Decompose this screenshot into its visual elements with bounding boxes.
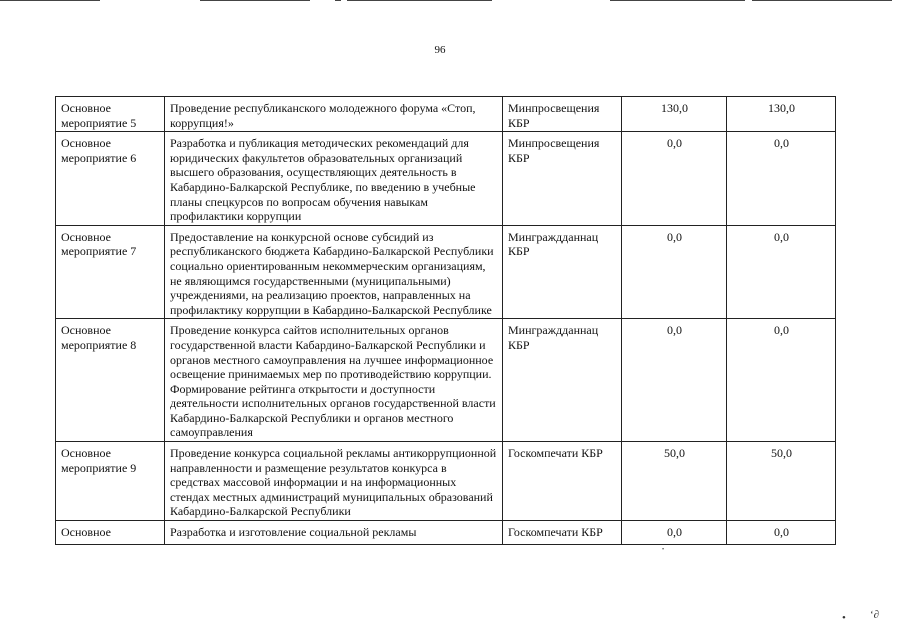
scan-line (347, 0, 492, 1)
measure-executor: Госкомпечати КБР (503, 521, 622, 545)
measure-label: Основное (56, 521, 165, 545)
measure-value-2: 0,0 (727, 319, 836, 442)
measure-executor: Минпросвещения КБР (503, 97, 622, 132)
measure-description: Проведение конкурса социальной рекламы антикоррупционной направленности и размещение результатов конкурса в средствах массовой информации и на информационных стендах местных администраций муниципальных образований Кабардино-Балкарской Республики (165, 442, 503, 521)
scan-mark: ʻ∂ (870, 609, 880, 621)
scan-line (335, 0, 341, 1)
measure-description: Предоставление на конкурсной основе субсидий из республиканского бюджета Кабардино-Балкарской Республики социально ориентированным некоммерческим организациям, не являющимся государственными (муниципальными) учреждениями, на реализацию проектов, направленных на профилактику коррупции в Кабардино-Балкарской Республике (165, 225, 503, 319)
measure-description: Разработка и изготовление социальной рекламы (165, 521, 503, 545)
scan-line (0, 0, 100, 1)
measure-value-2: 0,0 (727, 521, 836, 545)
measure-value-1: 0,0 (622, 225, 727, 319)
measure-description: Проведение конкурса сайтов исполнительных органов государственной власти Кабардино-Балкарской Республики и органов местного самоуправления на лучшее информационное освещение принимаемых мер по противодействию коррупции. Формирование рейтинга открытости и доступности деятельности исполнительных органов государственной власти Кабардино-Балкарской Республики и органов местного самоуправления (165, 319, 503, 442)
measure-value-2: 130,0 (727, 97, 836, 132)
measure-description: Разработка и публикация методических рекомендаций для юридических факультетов образовательных организаций высшего образования, осуществляющих деятельность в Кабардино-Балкарской Республике, по введению в учебные планы спецкурсов по вопросам обучения навыкам профилактики коррупции (165, 132, 503, 226)
measure-executor: Минграждданнац КБР (503, 225, 622, 319)
measure-value-2: 50,0 (727, 442, 836, 521)
measure-label: Основное мероприятие 7 (56, 225, 165, 319)
scan-line (610, 0, 745, 1)
measure-description: Проведение республиканского молодежного форума «Стоп, коррупция!» (165, 97, 503, 132)
table-row (56, 225, 836, 319)
scan-line (200, 0, 310, 1)
measure-value-2: 0,0 (727, 225, 836, 319)
table-row (56, 442, 836, 521)
table-row (56, 97, 836, 132)
measure-value-1: 50,0 (622, 442, 727, 521)
measure-value-2: 0,0 (727, 132, 836, 226)
measure-executor: Минграждданнац КБР (503, 319, 622, 442)
table-row (56, 521, 836, 545)
measure-executor: Госкомпечати КБР (503, 442, 622, 521)
measure-label: Основное мероприятие 9 (56, 442, 165, 521)
scan-line (752, 0, 892, 1)
measure-label: Основное мероприятие 5 (56, 97, 165, 132)
measure-value-1: 0,0 (622, 521, 727, 545)
measure-value-1: 0,0 (622, 132, 727, 226)
measure-label: Основное мероприятие 8 (56, 319, 165, 442)
page-number: 96 (434, 44, 446, 56)
table-row (56, 319, 836, 442)
measure-value-1: 130,0 (622, 97, 727, 132)
measures-table (55, 96, 836, 545)
scan-speck: • (662, 547, 665, 553)
table-row (56, 132, 836, 226)
scan-mark: • (842, 612, 846, 624)
measure-value-1: 0,0 (622, 319, 727, 442)
measure-executor: Минпросвещения КБР (503, 132, 622, 226)
measure-label: Основное мероприятие 6 (56, 132, 165, 226)
